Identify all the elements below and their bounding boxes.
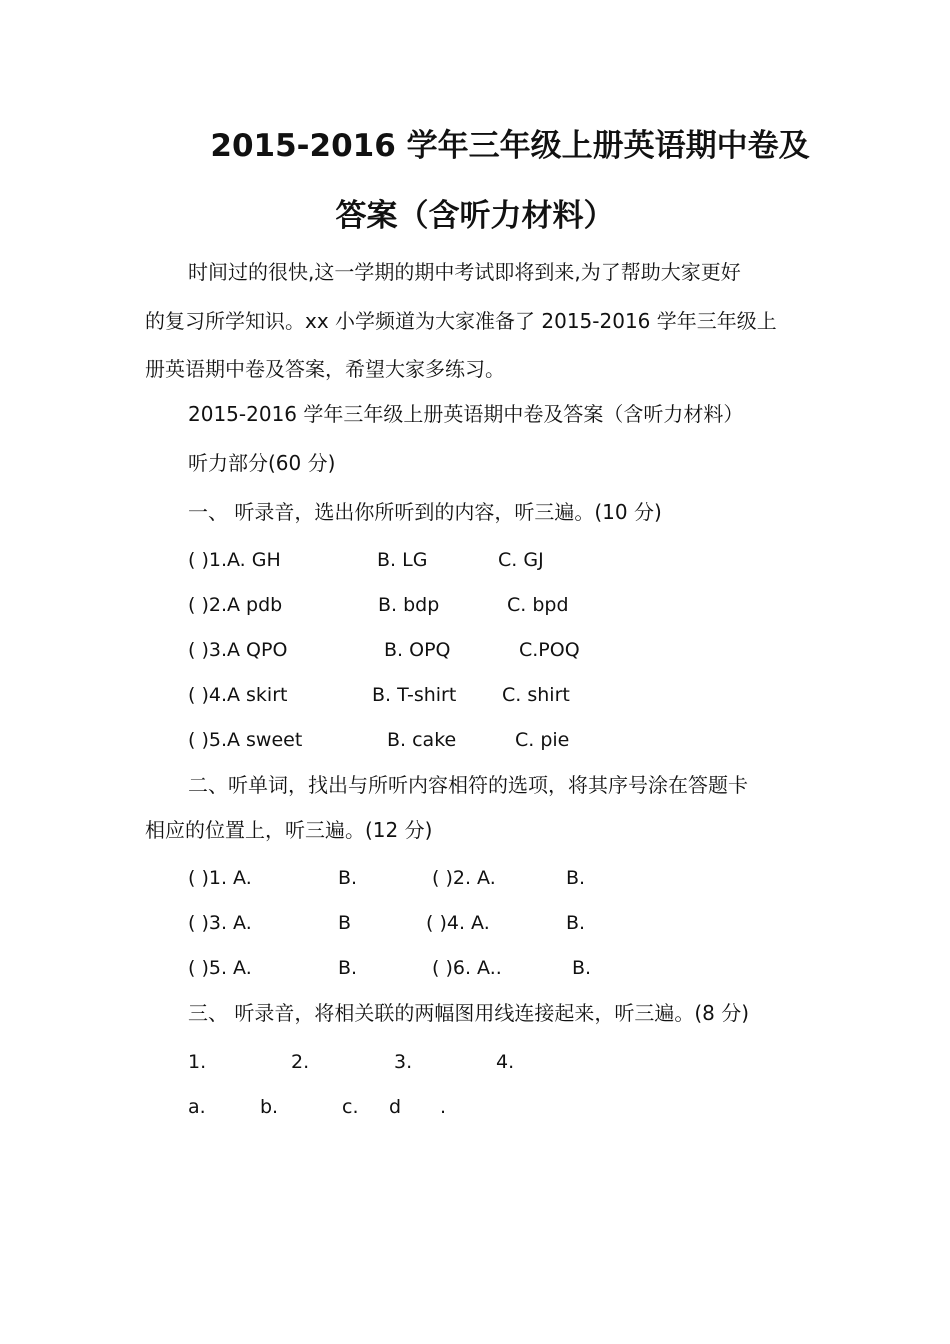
intro-line-2: 的复习所学知识。xx 小学频道为大家准备了 2015-2016 学年三年级上 bbox=[145, 309, 777, 333]
picture-number: 2. bbox=[291, 1051, 310, 1073]
listening-part-heading: 听力部分(60 分) bbox=[188, 451, 336, 475]
item-question: ( )6. A.. bbox=[432, 957, 502, 979]
item-question: ( )1. A. bbox=[188, 867, 252, 889]
section2-heading-line2: 相应的位置上，听三遍。(12 分) bbox=[145, 818, 433, 842]
option-b: B. bbox=[572, 957, 592, 979]
option-b: B. bbox=[566, 867, 586, 889]
option-b: B bbox=[338, 912, 352, 934]
option-c: C.POQ bbox=[519, 639, 580, 661]
item-question: ( )2.A pdb bbox=[188, 594, 283, 616]
item-question: ( )5.A sweet bbox=[188, 729, 303, 751]
item-question: ( )2. A. bbox=[432, 867, 496, 889]
option-b: B. bbox=[566, 912, 586, 934]
item-question: ( )4. A. bbox=[426, 912, 490, 934]
item-question: ( )3. A. bbox=[188, 912, 252, 934]
option-b: B. LG bbox=[377, 549, 428, 571]
option-c: C. pie bbox=[515, 729, 570, 751]
picture-number: 4. bbox=[496, 1051, 515, 1073]
picture-letter: d bbox=[389, 1096, 402, 1118]
option-b: B. bbox=[338, 867, 358, 889]
option-b: B. OPQ bbox=[384, 639, 451, 661]
option-b: B. bdp bbox=[378, 594, 440, 616]
option-b: B. T-shirt bbox=[372, 684, 457, 706]
option-b: B. cake bbox=[387, 729, 457, 751]
section1-heading: 一、 听录音，选出你所听到的内容，听三遍。(10 分) bbox=[188, 500, 662, 524]
section3-heading: 三、 听录音，将相关联的两幅图用线连接起来，听三遍。(8 分) bbox=[188, 1001, 750, 1025]
document-title-line1: 2015-2016 学年三年级上册英语期中卷及 bbox=[210, 128, 810, 164]
document-title-line2: 答案（含听力材料） bbox=[335, 198, 615, 234]
picture-letter: . bbox=[440, 1096, 447, 1118]
option-b: B. bbox=[338, 957, 358, 979]
item-question: ( )3.A QPO bbox=[188, 639, 288, 661]
picture-number: 3. bbox=[394, 1051, 413, 1073]
section2-heading-line1: 二、听单词，找出与所听内容相符的选项，将其序号涂在答题卡 bbox=[188, 773, 748, 797]
option-c: C. shirt bbox=[502, 684, 570, 706]
intro-line-3: 册英语期中卷及答案，希望大家多练习。 bbox=[145, 357, 505, 381]
item-question: ( )1.A. GH bbox=[188, 549, 281, 571]
option-c: C. bpd bbox=[507, 594, 569, 616]
picture-letter: c. bbox=[342, 1096, 359, 1118]
picture-letter: a. bbox=[188, 1096, 206, 1118]
picture-number: 1. bbox=[188, 1051, 207, 1073]
picture-letter: b. bbox=[260, 1096, 279, 1118]
item-question: ( )4.A skirt bbox=[188, 684, 288, 706]
subtitle: 2015-2016 学年三年级上册英语期中卷及答案（含听力材料） bbox=[188, 402, 744, 426]
item-question: ( )5. A. bbox=[188, 957, 252, 979]
option-c: C. GJ bbox=[498, 549, 544, 571]
intro-line-1: 时间过的很快,这一学期的期中考试即将到来,为了帮助大家更好 bbox=[188, 260, 741, 284]
